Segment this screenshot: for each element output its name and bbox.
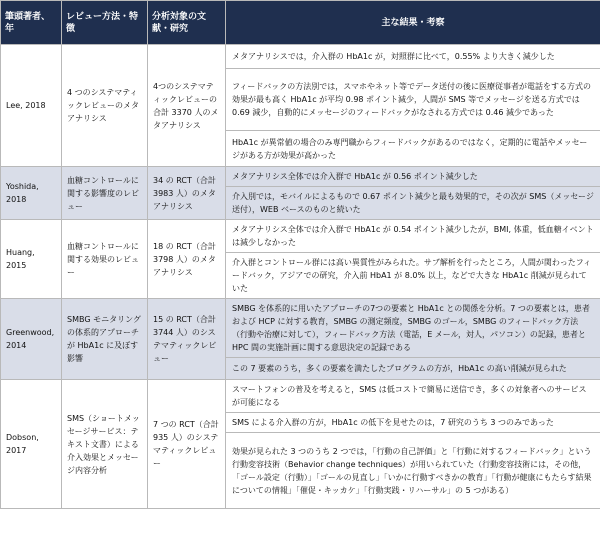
author-cell: Dobson, 2017 [1,380,62,509]
finding-cell: メタアナリシス全体では介入群で HbA1c が 0.54 ポイント減少したが，BMI, 体重，低血糖イベントは減少しなかった [226,220,600,253]
author-cell: Yoshida, 2018 [1,167,62,220]
finding-cell: スマートフォンの普及を考えると，SMS は低コストで簡易に送信でき，多くの対象者へのサービスが可能になる [226,380,600,413]
method-cell: SMBG モニタリングの体系的アプローチが HbA1c に及ぼす影響 [62,299,148,380]
author-cell: Lee, 2018 [1,45,62,167]
finding-cell: メタアナリシスでは，介入群の HbA1c が，対照群に比べて，0.55% より大きく減少した [226,45,600,69]
table-row [1,45,600,69]
table-row [1,380,600,413]
header-author: 筆頭著者、年 [1,1,62,45]
finding-cell: HbA1c が異常値の場合のみ専門職からフィードバックがあるのではなく，定期的に電話やメッセージがある方が効果が高かった [226,131,600,167]
author-cell: Greenwood, 2014 [1,299,62,380]
author-cell: Huang, 2015 [1,220,62,299]
method-cell: 4 つのシステマティックレビューのメタアナリシス [62,45,148,167]
finding-cell: メタアナリシス全体では介入群で HbA1c が 0.56 ポイント減少した [226,167,600,187]
finding-cell: 効果が見られた 3 つのうち 2 つでは，「行動の自己評価」と「行動に対するフィードバック」という行動変容技術（Behavior change techniques）が用いられていた（行動変容技術には，その他，「ゴール設定（行動）」「ゴールの見直し」「いかに行動すべきかの教育」「行動が健康にもたらす結果についての情報」「催促・キッカケ」「行動実践・リハーサル」の 5 つがある） [226,433,600,509]
target-cell: 18 の RCT（合計 3798 人）のメタアナリシス [148,220,226,299]
header-row [1,1,600,45]
table-row [1,167,600,187]
header-findings: 主な結果・考察 [226,1,600,45]
finding-cell: この 7 要素のうち，多くの要素を満たしたプログラムの方が，HbA1c の高い削減が見られた [226,358,600,380]
finding-cell: フィードバックの方法別では，スマホやネット等でデータ送付の後に医療従事者が電話をする方式の効果が最も高く HbA1c が平均 0.98 ポイント減少，人間が SMS 等でメッセージを送る方式では 0.69 減少，自動的にメッセージのフィードバックがなされる方式では 0.46 減少であった [226,69,600,131]
finding-cell: 介入別では，モバイルによるもので 0.67 ポイント減少と最も効果的で，その次が SMS（メッセージ送付），WEB ベースのものと続いた [226,187,600,220]
finding-cell: SMS による介入群の方が，HbA1c の低下を見せたのは，7 研究のうち 3 つのみであった [226,413,600,433]
method-cell: 血糖コントロールに関する効果のレビュー [62,220,148,299]
header-method: レビュー方法・特徴 [62,1,148,45]
header-target: 分析対象の文献・研究 [148,1,226,45]
target-cell: 34 の RCT（合計 3983 人）のメタアナリシス [148,167,226,220]
target-cell: 4つのシステマティックレビューの合計 3370 人のメタアナリシス [148,45,226,167]
table-row [1,299,600,358]
finding-cell: 介入群とコントロール群には高い異質性がみられた。サブ解析を行ったところ，人間が関わったフィードバック，アジアでの研究，介入前 HbA1 が 8.0% 以上，などで大きな HbA1c 削減が見られていた [226,253,600,299]
target-cell: 7 つの RCT（合計 935 人）のシステマティックレビュー [148,380,226,509]
finding-cell: SMBG を体系的に用いたアプローチの7つの要素と HbA1c との関係を分析。7 つの要素とは，患者および HCP に対する教育，SMBG の測定頻度，SMBG のゴール，SMBG のフィードバック方法（行動や治療に対して），フィードバック方法（電話，E メール，対人，パソコン）の記録，患者と HPC 間の実施計画に関する意思決定の記録である [226,299,600,358]
target-cell: 15 の RCT（合計 3744 人）のシステマティックレビュー [148,299,226,380]
table-row [1,220,600,253]
method-cell: 血糖コントロールに関する影響度のレビュー [62,167,148,220]
method-cell: SMS（ショートメッセージサービス：テキスト文書）による介入効果とメッセージ内容分析 [62,380,148,509]
